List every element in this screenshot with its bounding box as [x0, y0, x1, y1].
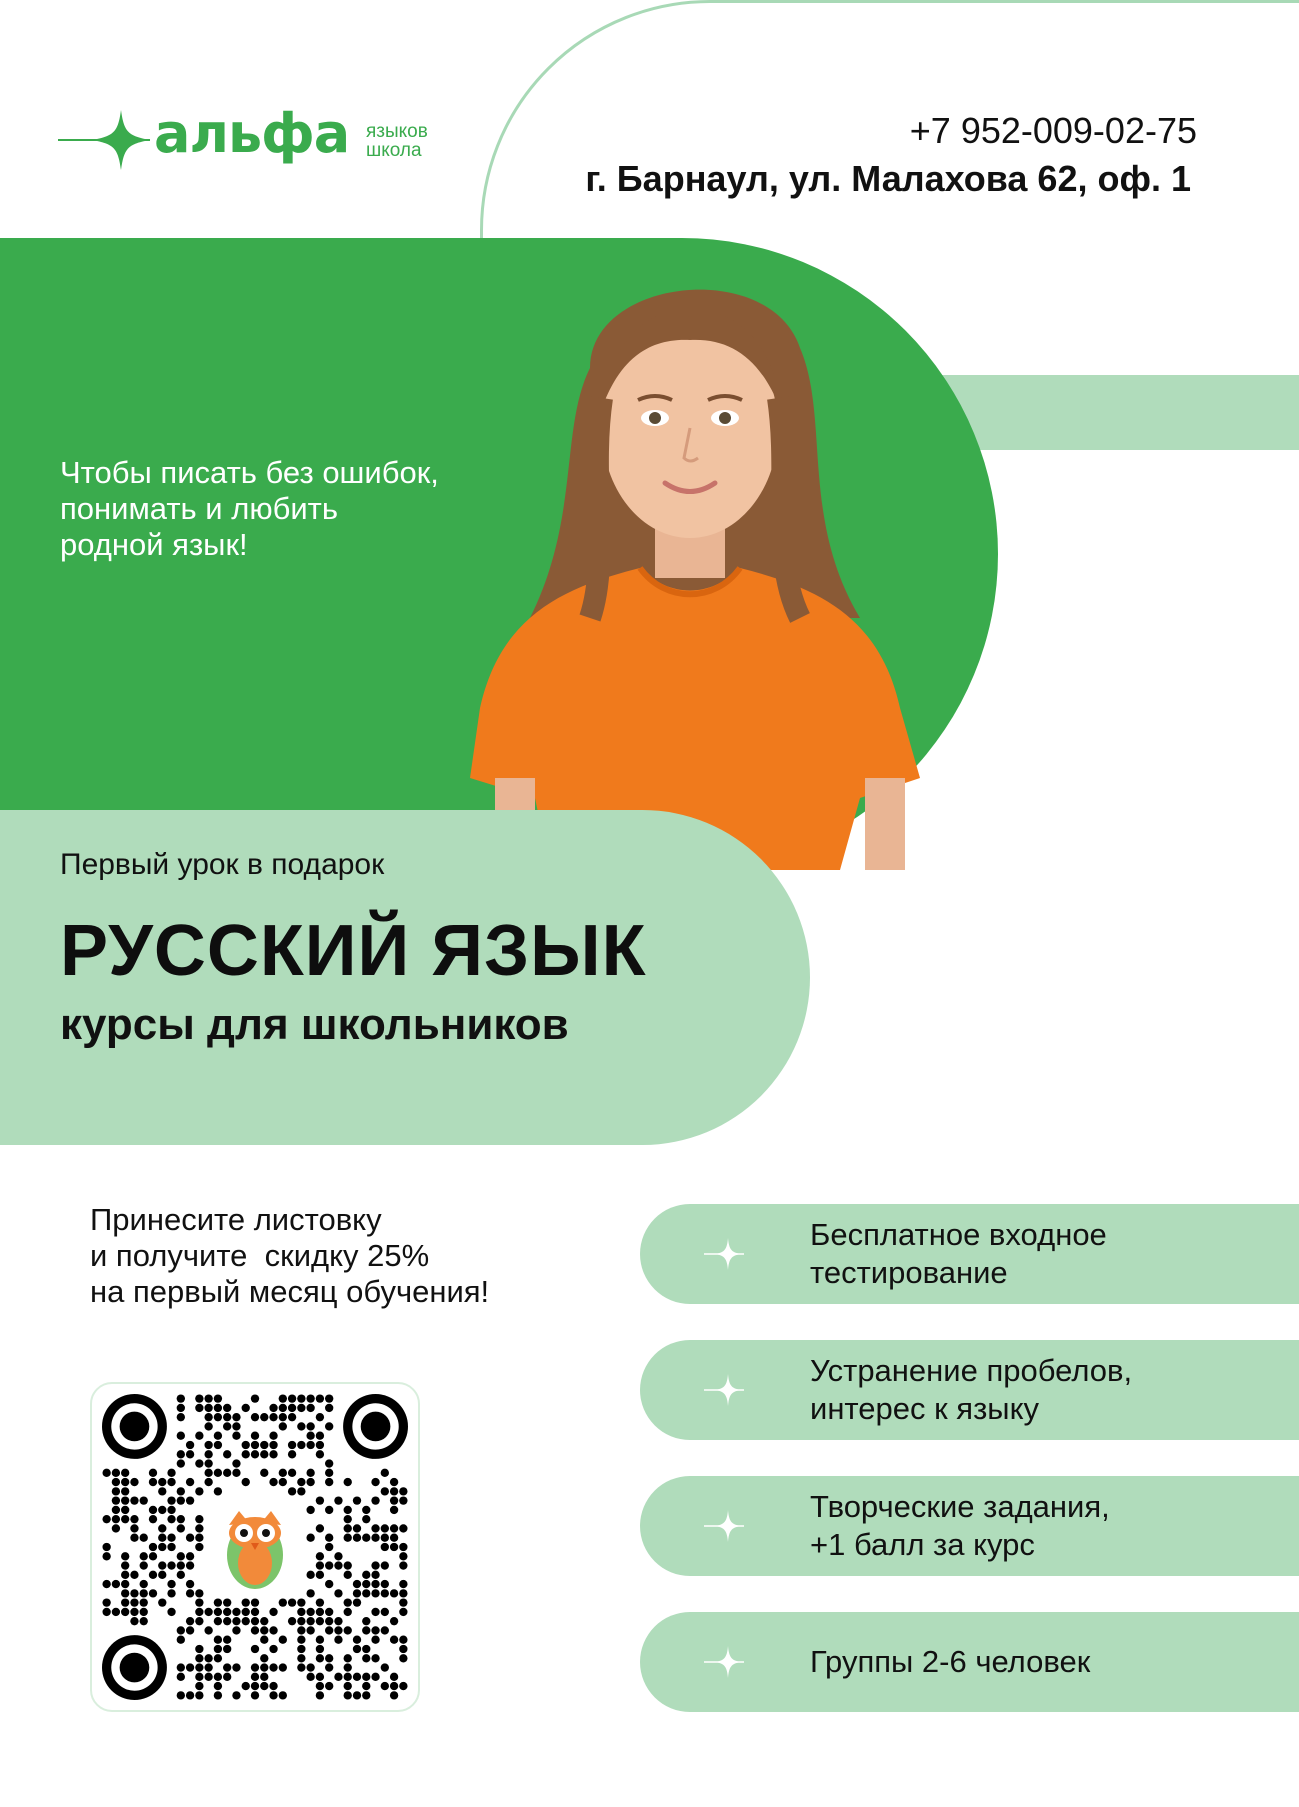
logo-sub-top: языков: [366, 121, 428, 142]
qr-finder-mark: [120, 1412, 150, 1442]
tagline-line: родной язык!: [60, 527, 248, 562]
qr-code-pattern: [102, 1394, 408, 1700]
feature-text: [810, 1488, 1110, 1564]
logo-sub-bottom: школа: [366, 140, 422, 161]
address: г. Барнаул, ул. Малахова 62, оф. 1: [585, 158, 1191, 199]
sparkle-icon: [704, 1234, 744, 1274]
promo-text: [90, 1202, 489, 1310]
qr-finder-mark: [361, 1412, 391, 1442]
headline: РУССКИЙ ЯЗЫК: [60, 911, 647, 991]
owl-icon: [227, 1511, 283, 1589]
sparkle-icon: [704, 1370, 744, 1410]
girl-photo: [440, 258, 960, 870]
promo-line: Принесите листовку: [90, 1202, 382, 1237]
subheadline: курсы для школьников: [60, 1000, 569, 1049]
feature-text: [810, 1643, 1090, 1681]
feature-line: Бесплатное входное: [810, 1217, 1107, 1252]
feature-item: [640, 1476, 1299, 1576]
feature-item: [640, 1204, 1299, 1304]
tagline-line: Чтобы писать без ошибок,: [60, 455, 439, 490]
feature-line: +1 балл за курс: [810, 1527, 1035, 1562]
logo-word: альфа: [154, 102, 350, 165]
mint-band-decoration: [940, 375, 1299, 450]
feature-item: [640, 1612, 1299, 1712]
sparkle-icon: [704, 1506, 744, 1546]
feature-line: Устранение пробелов,: [810, 1353, 1133, 1388]
feature-list: [640, 1204, 1299, 1748]
logo: [58, 102, 458, 178]
feature-line: Творческие задания,: [810, 1489, 1110, 1524]
promo-line: на первый месяц обучения!: [90, 1274, 490, 1309]
sparkle-icon: [704, 1642, 744, 1682]
feature-line: тестирование: [810, 1255, 1008, 1290]
tagline-line: понимать и любить: [60, 491, 338, 526]
qr-finder-mark: [120, 1653, 150, 1683]
feature-text: [810, 1216, 1107, 1292]
feature-item: [640, 1340, 1299, 1440]
feature-text: [810, 1352, 1132, 1428]
feature-line: интерес к языку: [810, 1391, 1039, 1426]
star-logo-icon: [58, 108, 158, 178]
phone-number: +7 952-009-02-75: [909, 110, 1197, 151]
promo-line: и получите скидку 25%: [90, 1238, 430, 1273]
hero-tagline: [60, 455, 439, 563]
qr-code[interactable]: [90, 1382, 420, 1712]
gift-note: Первый урок в подарок: [60, 848, 385, 881]
feature-line: Группы 2-6 человек: [810, 1644, 1091, 1679]
